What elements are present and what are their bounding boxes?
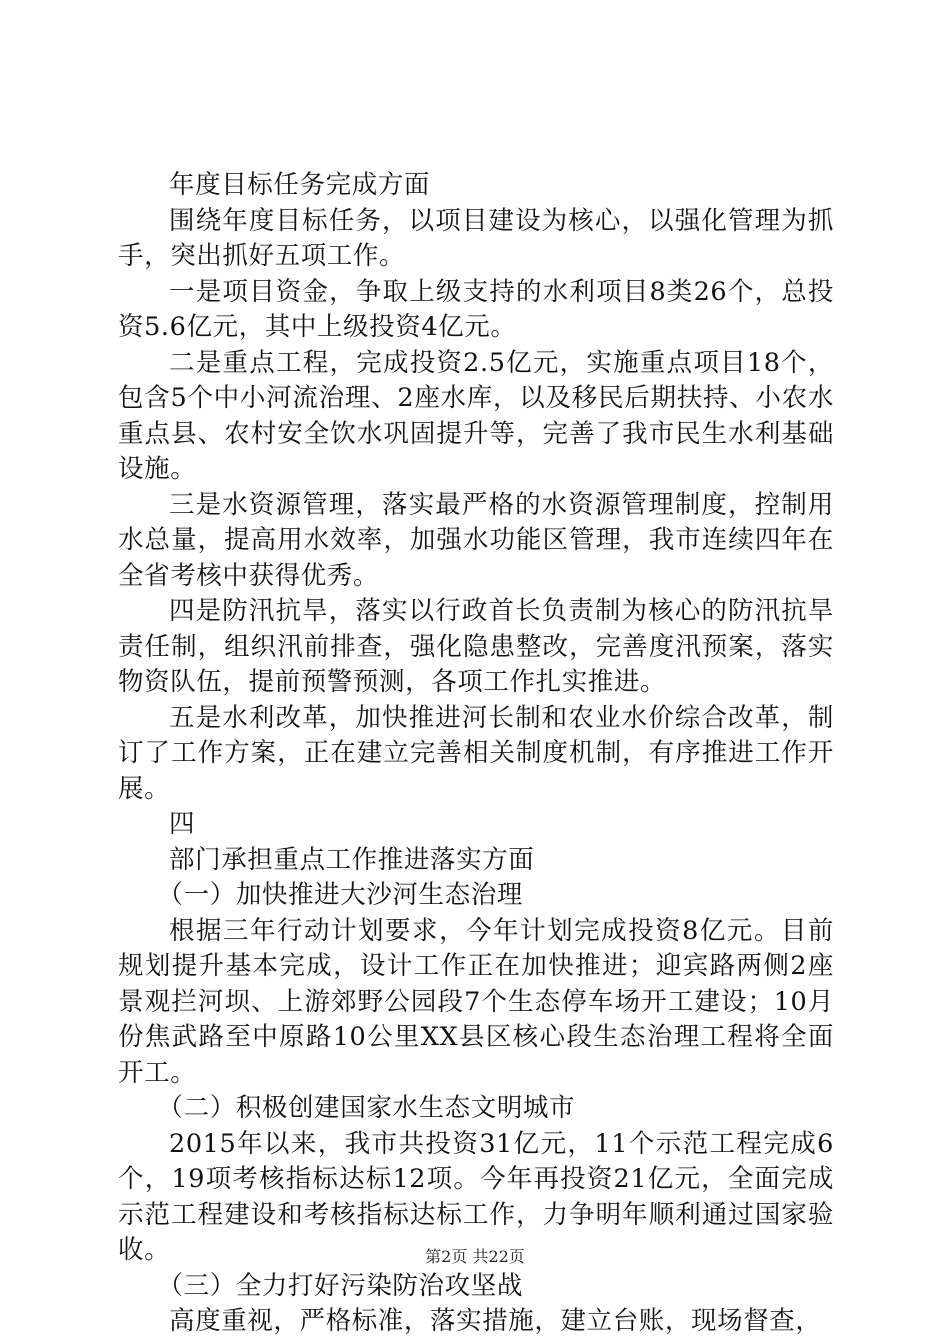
paragraph: 四是防汛抗旱，落实以行政首长负责制为核心的防汛抗旱责任制，组织汛前排查，强化隐患整改，完善度汛预案，落实物资队伍，提前预警预测，各项工作扎实推进。: [118, 596, 834, 697]
paragraph: 根据三年行动计划要求，今年计划完成投资8亿元。目前规划提升基本完成，设计工作正在加快推进；迎宾路两侧2座景观拦河坝、上游郊野公园段7个生态停车场开工建设；10月份焦武路至中原路10公里XX县区核心段生态治理工程将全面开工。: [118, 915, 834, 1088]
document-body: [118, 168, 834, 1340]
paragraph: 一是项目资金，争取上级支持的水利项目8类26个，总投资5.6亿元，其中上级投资4亿元。: [118, 276, 834, 342]
paragraph: 高度重视，严格标准，落实措施，建立台账，现场督查，: [169, 1306, 822, 1336]
paragraph: 2015年以来，我市共投资31亿元，11个示范工程完成6个，19项考核指标达标12项。今年再投资21亿元，全面完成示范工程建设和考核指标达标工作，力争明年顺利通过国家验收。: [118, 1128, 834, 1265]
subsection-heading: （三）全力打好污染防治攻坚战: [157, 1270, 523, 1301]
paragraph: 五是水利改革，加快推进河长制和农业水价综合改革，制订了工作方案，正在建立完善相关制度机制，有序推进工作开展。: [118, 702, 834, 804]
page-footer: 第2页 共22页: [425, 1247, 525, 1266]
paragraph: 围绕年度目标任务，以项目建设为核心，以强化管理为抓手，突出抓好五项工作。: [118, 205, 834, 271]
paragraph: 三是水资源管理，落实最严格的水资源管理制度，控制用水总量，提高用水效率，加强水功能区管理，我市连续四年在全省考核中获得优秀。: [118, 489, 834, 591]
section-heading: 部门承担重点工作推进落实方面: [169, 844, 535, 875]
subsection-heading: （一）加快推进大沙河生态治理: [157, 880, 523, 910]
section-heading: 年度目标任务完成方面: [169, 170, 431, 200]
paragraph: 二是重点工程，完成投资2.5亿元，实施重点项目18个，包含5个中小河流治理、2座水库，以及移民后期扶持、小农水重点县、农村安全饮水巩固提升等，完善了我市民生水利基础设施。: [118, 347, 834, 484]
section-number: 四: [169, 809, 196, 839]
subsection-heading: （二）积极创建国家水生态文明城市: [157, 1093, 576, 1123]
